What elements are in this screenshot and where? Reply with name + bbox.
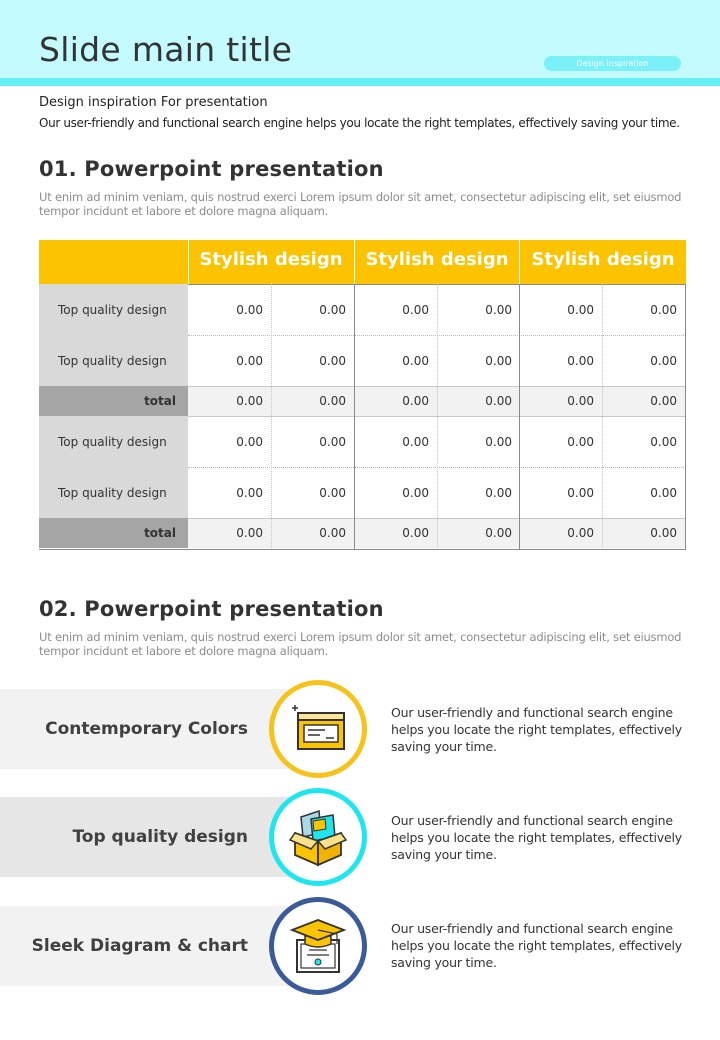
table-cell: 0.00	[402, 302, 429, 317]
table-cell: 0.00	[319, 302, 346, 317]
open-box-icon	[289, 807, 347, 867]
row-label: Top quality design	[39, 467, 188, 518]
row-label: Top quality design	[39, 284, 188, 335]
table-cell: 0.00	[567, 353, 594, 368]
header-divider	[188, 240, 189, 284]
header-divider	[519, 240, 520, 284]
feature-icon-ring	[269, 680, 367, 778]
table-cell: 0.00	[236, 434, 263, 449]
table-cell: 0.00	[485, 485, 512, 500]
table-cell: 0.00	[650, 302, 677, 317]
table-cell: 0.00	[485, 526, 512, 540]
feature-description: Our user-friendly and functional search engine helps you locate the right templates, effectively saving your time.	[391, 813, 682, 862]
table-cell: 0.00	[402, 526, 429, 540]
table-cell: 0.00	[567, 485, 594, 500]
table-cell: 0.00	[236, 302, 263, 317]
section-2-title: 02. Powerpoint presentation	[39, 597, 384, 621]
group-divider	[354, 284, 355, 550]
section-1-title: 01. Powerpoint presentation	[39, 157, 384, 181]
table-cell: 0.00	[567, 434, 594, 449]
feature-band	[0, 689, 290, 769]
table-cell: 0.00	[236, 485, 263, 500]
feature-label: Contemporary Colors	[45, 719, 248, 739]
feature-label: Sleek Diagram & chart	[31, 936, 248, 956]
table-cell: 0.00	[319, 434, 346, 449]
feature-description: Our user-friendly and functional search engine helps you locate the right templates, effectively saving your time.	[391, 921, 682, 970]
table-cell: 0.00	[485, 353, 512, 368]
table-cell: 0.00	[402, 353, 429, 368]
table-cell: 0.00	[650, 526, 677, 540]
group-divider	[519, 284, 520, 550]
table-cell: 0.00	[236, 526, 263, 540]
row-label: total	[39, 386, 188, 416]
table-cell: 0.00	[319, 526, 346, 540]
header-divider	[354, 240, 355, 284]
graduation-certificate-icon	[289, 916, 347, 976]
column-header: Stylish design	[199, 249, 343, 270]
header-accent-line	[0, 78, 720, 86]
badge-pill: Design inspiration	[544, 56, 681, 71]
table-total-row	[39, 518, 686, 548]
table-cell: 0.00	[567, 526, 594, 540]
column-header: Stylish design	[531, 249, 675, 270]
table-cell: 0.00	[485, 394, 512, 408]
table-cell: 0.00	[567, 302, 594, 317]
table-row	[39, 284, 686, 335]
feature-band	[0, 797, 290, 877]
table-total-row	[39, 386, 686, 416]
table-cell: 0.00	[236, 353, 263, 368]
table-cell: 0.00	[650, 434, 677, 449]
column-divider	[602, 284, 603, 550]
table-cell: 0.00	[402, 485, 429, 500]
intro-title: Design inspiration For presentation	[39, 95, 268, 110]
feature-band	[0, 906, 290, 986]
table-right-border	[685, 284, 686, 550]
data-table	[39, 240, 686, 550]
row-label: Top quality design	[39, 416, 188, 467]
row-label: Top quality design	[39, 335, 188, 386]
table-cell: 0.00	[402, 434, 429, 449]
table-row	[39, 467, 686, 518]
table-cell: 0.00	[319, 353, 346, 368]
browser-window-icon	[289, 704, 347, 754]
slide-title: Slide main title	[39, 30, 293, 69]
table-cell: 0.00	[319, 394, 346, 408]
table-row	[39, 416, 686, 467]
feature-description: Our user-friendly and functional search engine helps you locate the right templates, effectively saving your time.	[391, 705, 682, 754]
section-1-body: Ut enim ad minim veniam, quis nostrud exerci Lorem ipsum dolor sit amet, consectetur adipiscing elit, set eiusmod tempor incidunt et labore et dolore magna aliquam.	[39, 190, 682, 218]
feature-label: Top quality design	[72, 827, 248, 847]
section-2-body: Ut enim ad minim veniam, quis nostrud exerci Lorem ipsum dolor sit amet, consectetur adipiscing elit, set eiusmod tempor incidunt et labore et dolore magna aliquam.	[39, 630, 682, 658]
column-divider	[271, 284, 272, 550]
feature-icon-ring	[269, 788, 367, 886]
table-cell: 0.00	[485, 302, 512, 317]
column-divider	[437, 284, 438, 550]
feature-icon-ring	[269, 897, 367, 995]
table-bottom-border	[39, 549, 686, 550]
table-cell: 0.00	[319, 485, 346, 500]
table-cell: 0.00	[650, 485, 677, 500]
table-cell: 0.00	[650, 394, 677, 408]
table-cell: 0.00	[567, 394, 594, 408]
column-header: Stylish design	[365, 249, 509, 270]
table-cell: 0.00	[650, 353, 677, 368]
intro-body: Our user-friendly and functional search engine helps you locate the right templates, effectively saving your time.	[39, 116, 680, 130]
table-row	[39, 335, 686, 386]
row-label: total	[39, 518, 188, 548]
table-cell: 0.00	[402, 394, 429, 408]
table-cell: 0.00	[485, 434, 512, 449]
table-cell: 0.00	[236, 394, 263, 408]
